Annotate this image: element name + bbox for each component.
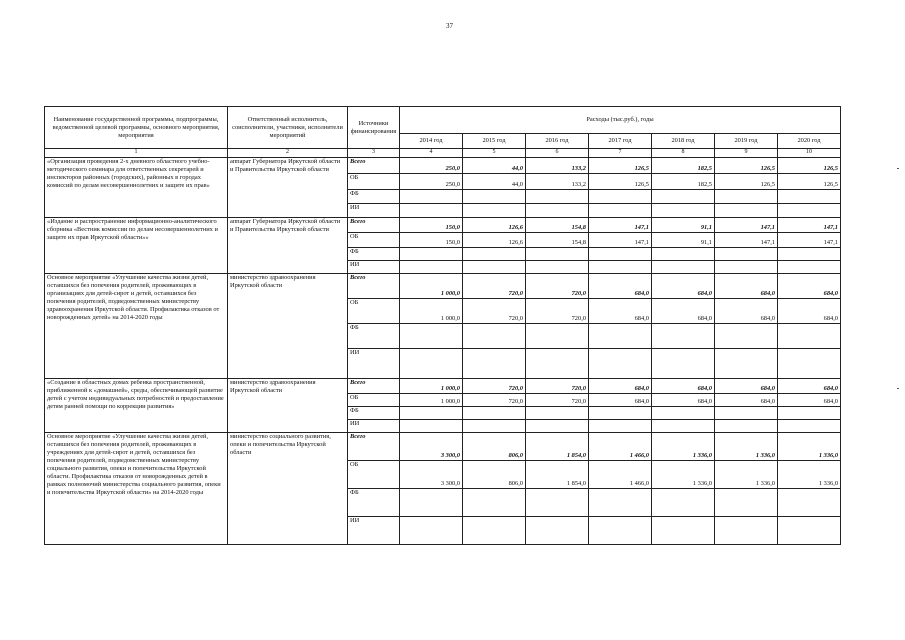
expense-value	[715, 348, 778, 378]
expense-value: 126,5	[778, 157, 841, 173]
activity-description: «Организация проведения 2-х дневного областного учебно-методического семинара для ответственных секретарей и инспекторов районных (городских), районных в городах комиссий по делам несовершеннолетних и защите их прав»	[45, 157, 228, 217]
header-program: Наименование государственной программы, подпрограммы, ведомственной целевой программы, основного мероприятия, мероприятия	[45, 107, 228, 149]
expense-value: 182,5	[652, 157, 715, 173]
expense-value: 684,0	[778, 298, 841, 323]
header-year: 2016 год	[526, 134, 589, 149]
expense-value: 684,0	[778, 273, 841, 298]
expense-value: 1 336,0	[778, 432, 841, 460]
expense-value: 684,0	[715, 393, 778, 406]
expense-value	[778, 247, 841, 260]
funding-source: ИИ	[348, 419, 400, 432]
expense-value: 147,1	[589, 217, 652, 232]
expense-value: 150,0	[400, 232, 463, 247]
expense-value	[400, 348, 463, 378]
expense-value	[526, 348, 589, 378]
funding-source: Всего	[348, 157, 400, 173]
expense-value	[652, 260, 715, 273]
expense-value: 126,5	[589, 173, 652, 189]
expense-value	[526, 260, 589, 273]
expense-value: 154,8	[526, 232, 589, 247]
edge-mark	[897, 388, 899, 389]
funding-source: Всего	[348, 432, 400, 460]
funding-source: ФБ	[348, 247, 400, 260]
expense-value	[778, 516, 841, 544]
expense-value: 806,0	[463, 432, 526, 460]
expense-value: 1 336,0	[652, 460, 715, 488]
expense-value	[652, 406, 715, 419]
header-expenses: Расходы (тыс.руб.), годы	[400, 107, 841, 134]
expense-value: 126,6	[463, 217, 526, 232]
responsible-executor: министерство здравоохранения Иркутской области	[228, 378, 348, 432]
column-index: 8	[652, 149, 715, 158]
expense-value	[400, 247, 463, 260]
expense-value	[589, 260, 652, 273]
column-index: 5	[463, 149, 526, 158]
activity-description: Основное мероприятие «Улучшение качества жизни детей, оставшихся без попечения родителей, проживающих в учреждениях для детей-сирот и детей, оставшихся без попечения родителей, подведомственных министерству социального развития, опеки и попечительства Иркутской области. Профилактика отказов от новорожденных детей в рамках полномочий министерства социального развития, опеки и попечительства Иркутской области» на 2014-2020 годы	[45, 432, 228, 544]
expense-value	[652, 189, 715, 203]
funding-source: ИИ	[348, 203, 400, 217]
column-index: 4	[400, 149, 463, 158]
column-index: 1	[45, 149, 228, 158]
expense-value	[463, 516, 526, 544]
funding-source: ФБ	[348, 189, 400, 203]
expense-value	[589, 189, 652, 203]
expense-value: 684,0	[589, 393, 652, 406]
expense-value	[652, 348, 715, 378]
expense-value	[526, 406, 589, 419]
responsible-executor: министерство здравоохранения Иркутской области	[228, 273, 348, 378]
expense-value: 720,0	[526, 393, 589, 406]
expense-value: 133,2	[526, 157, 589, 173]
expense-value	[526, 516, 589, 544]
funding-source: ФБ	[348, 406, 400, 419]
expense-value	[652, 247, 715, 260]
header-responsible: Ответственный исполнитель, соисполнители, участники, исполнители мероприятий	[228, 107, 348, 149]
responsible-executor: аппарат Губернатора Иркутской области и Правительства Иркутской области	[228, 157, 348, 217]
expense-value: 684,0	[652, 393, 715, 406]
funding-source: ОБ	[348, 232, 400, 247]
expense-value: 1 336,0	[715, 460, 778, 488]
expense-value: 684,0	[715, 378, 778, 393]
table-row	[45, 217, 841, 232]
funding-source: Всего	[348, 378, 400, 393]
expense-value: 44,0	[463, 157, 526, 173]
expense-value: 147,1	[778, 217, 841, 232]
expense-value: 91,1	[652, 232, 715, 247]
expense-value: 720,0	[463, 298, 526, 323]
expense-value: 720,0	[463, 378, 526, 393]
header-year: 2018 год	[652, 134, 715, 149]
expense-value: 684,0	[652, 298, 715, 323]
expense-value	[463, 488, 526, 516]
column-index: 9	[715, 149, 778, 158]
budget-table	[44, 106, 841, 545]
expense-value	[652, 516, 715, 544]
expense-value: 720,0	[526, 273, 589, 298]
expense-value	[589, 247, 652, 260]
page-number: 37	[446, 22, 453, 30]
funding-source: Всего	[348, 273, 400, 298]
expense-value	[778, 419, 841, 432]
expense-value	[400, 203, 463, 217]
expense-value: 44,0	[463, 173, 526, 189]
expense-value	[400, 260, 463, 273]
expense-value	[715, 203, 778, 217]
activity-description: «Издание и распространение информационно-аналитического сборника «Вестник комиссии по делам несовершеннолетних и защите их прав Иркутской области»»	[45, 217, 228, 273]
column-index: 7	[589, 149, 652, 158]
expense-value	[400, 406, 463, 419]
expense-value	[715, 189, 778, 203]
expense-value: 684,0	[652, 273, 715, 298]
funding-source: ОБ	[348, 393, 400, 406]
expense-value	[526, 189, 589, 203]
expense-value: 684,0	[589, 273, 652, 298]
responsible-executor: министерство социального развития, опеки и попечительства Иркутской области	[228, 432, 348, 544]
expense-value	[400, 516, 463, 544]
expense-value: 91,1	[652, 217, 715, 232]
activity-description: «Создание в областных домах ребенка пространственной, приближенной к «домашней», среды, обеспечивающей развитие детей с учетом индивидуальных потребностей и предоставление детям ранней помощи по коррекции развития»	[45, 378, 228, 432]
expense-value: 1 466,0	[589, 432, 652, 460]
expense-value	[589, 488, 652, 516]
expense-value	[463, 260, 526, 273]
expense-value: 147,1	[715, 217, 778, 232]
expense-value	[778, 189, 841, 203]
funding-source: ОБ	[348, 173, 400, 189]
expense-value	[652, 323, 715, 348]
expense-value: 1 000,0	[400, 298, 463, 323]
expense-value	[463, 189, 526, 203]
expense-value	[526, 488, 589, 516]
expense-value	[589, 406, 652, 419]
expense-value: 684,0	[652, 378, 715, 393]
expense-value: 126,6	[463, 232, 526, 247]
expense-value	[400, 419, 463, 432]
expense-value: 147,1	[778, 232, 841, 247]
expense-value	[778, 260, 841, 273]
expense-value: 1 854,0	[526, 432, 589, 460]
funding-source: ИИ	[348, 348, 400, 378]
expense-value	[463, 247, 526, 260]
expense-value	[715, 247, 778, 260]
table-row	[45, 157, 841, 173]
funding-source: ОБ	[348, 298, 400, 323]
column-index: 2	[228, 149, 348, 158]
table-row	[45, 273, 841, 298]
table-body	[45, 157, 841, 544]
expense-value: 720,0	[463, 273, 526, 298]
expense-value	[715, 406, 778, 419]
table-row	[45, 432, 841, 460]
expense-value: 720,0	[463, 393, 526, 406]
column-index: 6	[526, 149, 589, 158]
expense-value	[589, 348, 652, 378]
expense-value	[715, 260, 778, 273]
expense-value	[463, 419, 526, 432]
activity-description: Основное мероприятие «Улучшение качества жизни детей, оставшихся без попечения родителей, проживающих в организациях для детей-сирот и детей, оставшихся без попечения родителей, подведомственных министерству здравоохранения Иркутской области. Профилактика отказов от новорожденных детей» на 2014-2020 годы	[45, 273, 228, 378]
header-year: 2014 год	[400, 134, 463, 149]
expense-value: 133,2	[526, 173, 589, 189]
expense-value	[589, 419, 652, 432]
expense-value: 684,0	[778, 393, 841, 406]
expense-value	[778, 323, 841, 348]
expense-value	[526, 247, 589, 260]
expense-value	[715, 323, 778, 348]
expense-value: 1 000,0	[400, 378, 463, 393]
expense-value: 720,0	[526, 298, 589, 323]
expense-value: 126,5	[778, 173, 841, 189]
funding-source: ИИ	[348, 260, 400, 273]
funding-source: ФБ	[348, 323, 400, 348]
expense-value: 3 300,0	[400, 432, 463, 460]
expense-value	[652, 203, 715, 217]
expense-value: 150,0	[400, 217, 463, 232]
expense-value	[526, 203, 589, 217]
funding-source: ИИ	[348, 516, 400, 544]
expense-value	[463, 406, 526, 419]
expense-value: 126,5	[715, 157, 778, 173]
header-source: Источники финансирования	[348, 107, 400, 149]
expense-value: 1 336,0	[715, 432, 778, 460]
expense-value	[652, 419, 715, 432]
expense-value	[463, 323, 526, 348]
expense-value: 1 854,0	[526, 460, 589, 488]
expense-value	[778, 203, 841, 217]
expense-value: 684,0	[715, 298, 778, 323]
header-year: 2017 год	[589, 134, 652, 149]
expense-value: 1 000,0	[400, 393, 463, 406]
expense-value	[589, 323, 652, 348]
expense-value	[715, 516, 778, 544]
expense-value	[778, 488, 841, 516]
expense-value	[400, 323, 463, 348]
expense-value	[463, 348, 526, 378]
expense-value: 126,5	[715, 173, 778, 189]
expense-value	[400, 488, 463, 516]
expense-value: 720,0	[526, 378, 589, 393]
expense-value	[463, 203, 526, 217]
expense-value: 147,1	[715, 232, 778, 247]
expense-value	[715, 488, 778, 516]
expense-value: 1 466,0	[589, 460, 652, 488]
expense-value: 684,0	[715, 273, 778, 298]
expense-value: 126,5	[589, 157, 652, 173]
expense-value: 147,1	[589, 232, 652, 247]
expense-value: 154,8	[526, 217, 589, 232]
funding-source: ФБ	[348, 488, 400, 516]
header-year: 2015 год	[463, 134, 526, 149]
expense-value: 1 336,0	[652, 432, 715, 460]
expense-value: 250,0	[400, 157, 463, 173]
expense-value: 250,0	[400, 173, 463, 189]
expense-value: 1 000,0	[400, 273, 463, 298]
responsible-executor: аппарат Губернатора Иркутской области и Правительства Иркутской области	[228, 217, 348, 273]
expense-value	[715, 419, 778, 432]
expense-value	[778, 348, 841, 378]
column-index: 3	[348, 149, 400, 158]
expense-value: 684,0	[589, 298, 652, 323]
expense-value	[589, 203, 652, 217]
table-header	[45, 107, 841, 158]
expense-value: 1 336,0	[778, 460, 841, 488]
expense-value	[526, 323, 589, 348]
funding-source: ОБ	[348, 460, 400, 488]
expense-value	[400, 189, 463, 203]
expense-value: 684,0	[778, 378, 841, 393]
expense-value	[526, 419, 589, 432]
expense-value	[652, 488, 715, 516]
funding-source: Всего	[348, 217, 400, 232]
header-year: 2019 год	[715, 134, 778, 149]
edge-mark	[897, 168, 899, 169]
expense-value	[778, 406, 841, 419]
expense-value: 182,5	[652, 173, 715, 189]
expense-value: 3 300,0	[400, 460, 463, 488]
header-year: 2020 год	[778, 134, 841, 149]
column-index: 10	[778, 149, 841, 158]
expense-value: 806,0	[463, 460, 526, 488]
expense-value	[589, 516, 652, 544]
expense-value: 684,0	[589, 378, 652, 393]
table-row	[45, 378, 841, 393]
